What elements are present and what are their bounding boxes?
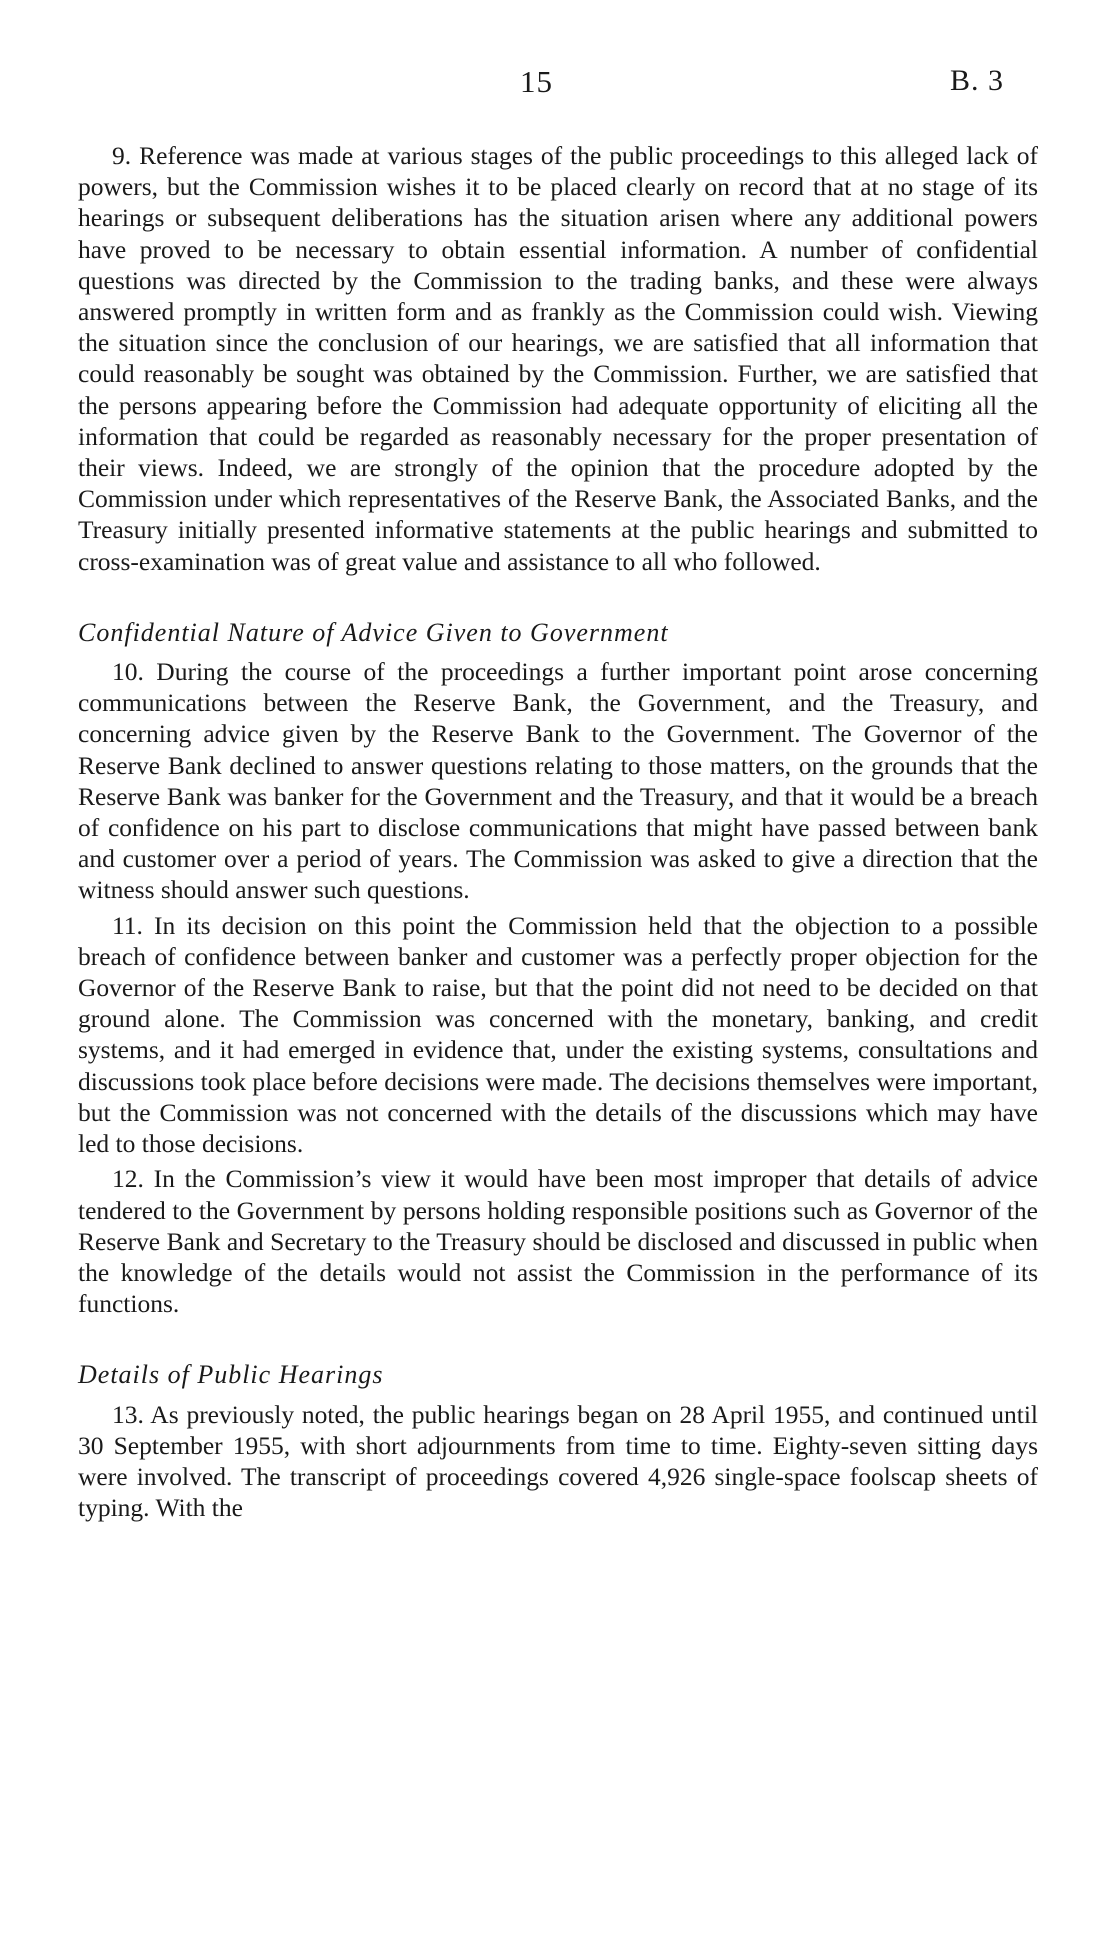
body-text xyxy=(78,140,1038,1523)
page-number: 15 xyxy=(520,64,553,99)
paragraph-10: 10. During the course of the proceedings a further important point arose concerning communications between the Reserve Bank, the Government, and the Treasury, and concerning advice given by the Reserve Bank to the Government. The Governor of the Reserve Bank declined to answer questions relating to those matters, on the grounds that the Reserve Bank was banker for the Government and the Treasury, and that it would be a breach of confidence on his part to disclose communications that might have passed between bank and customer over a period of years. The Commission was asked to give a direction that the witness should answer such questions. xyxy=(78,657,1038,905)
paragraph-12: 12. In the Commission’s view it would have been most improper that details of advice tendered to the Government by persons holding responsible positions such as Governor of the Reserve Bank and Secretary to the Treasury should be disclosed and discussed in public when the knowledge of the details would not assist the Commission in the performance of its functions. xyxy=(78,1164,1038,1319)
section-heading-confidential-advice: Confidential Nature of Advice Given to Government xyxy=(78,617,669,647)
paragraph-9: 9. Reference was made at various stages of the public proceedings to this alleged lack of powers, but the Commission wishes it to be placed clearly on record that at no stage of its hearings or subsequent deliberations has the situation arisen where any additional powers have proved to be necessary to obtain essential information. A number of confidential questions was directed by the Commission to the trading banks, and these were always answered promptly in written form and as frankly as the Commission could wish. Viewing the situation since the conclusion of our hearings, we are satisfied that all information that could reasonably be sought was obtained by the Commission. Further, we are satisfied that the persons appearing before the Commission had adequate opportunity of eliciting all the information that could be regarded as reasonably necessary for the proper presentation of their views. Indeed, we are strongly of the opinion that the procedure adopted by the Commission under which representatives of the Reserve Bank, the Associated Banks, and the Treasury initially presented informative statements at the public hearings and submitted to cross-examination was of great value and assistance to all who followed. xyxy=(78,141,1038,576)
section-heading-public-hearings: Details of Public Hearings xyxy=(78,1360,384,1390)
paragraph-11: 11. In its decision on this point the Commission held that the objection to a possible breach of confidence between banker and customer was a perfectly proper objection for the Governor of the Reserve Bank to raise, but that the point did not need to be decided on that ground alone. The Commission was concerned with the monetary, banking, and credit systems, and it had emerged in evidence that, under the existing systems, consultations and discussions took place before decisions were made. The decisions themselves were important, but the Commission was not concerned with the details of the discussions which may have led to those decisions. xyxy=(78,910,1038,1159)
paragraph-13: 13. As previously noted, the public hearings began on 28 April 1955, and continued until 30 September 1955, with short adjournments from time to time. Eighty-seven sitting days were involved. The transcript of proceedings covered 4,926 single-space foolscap sheets of typing. With the xyxy=(78,1399,1038,1523)
document-reference: B. 3 xyxy=(950,64,1005,97)
